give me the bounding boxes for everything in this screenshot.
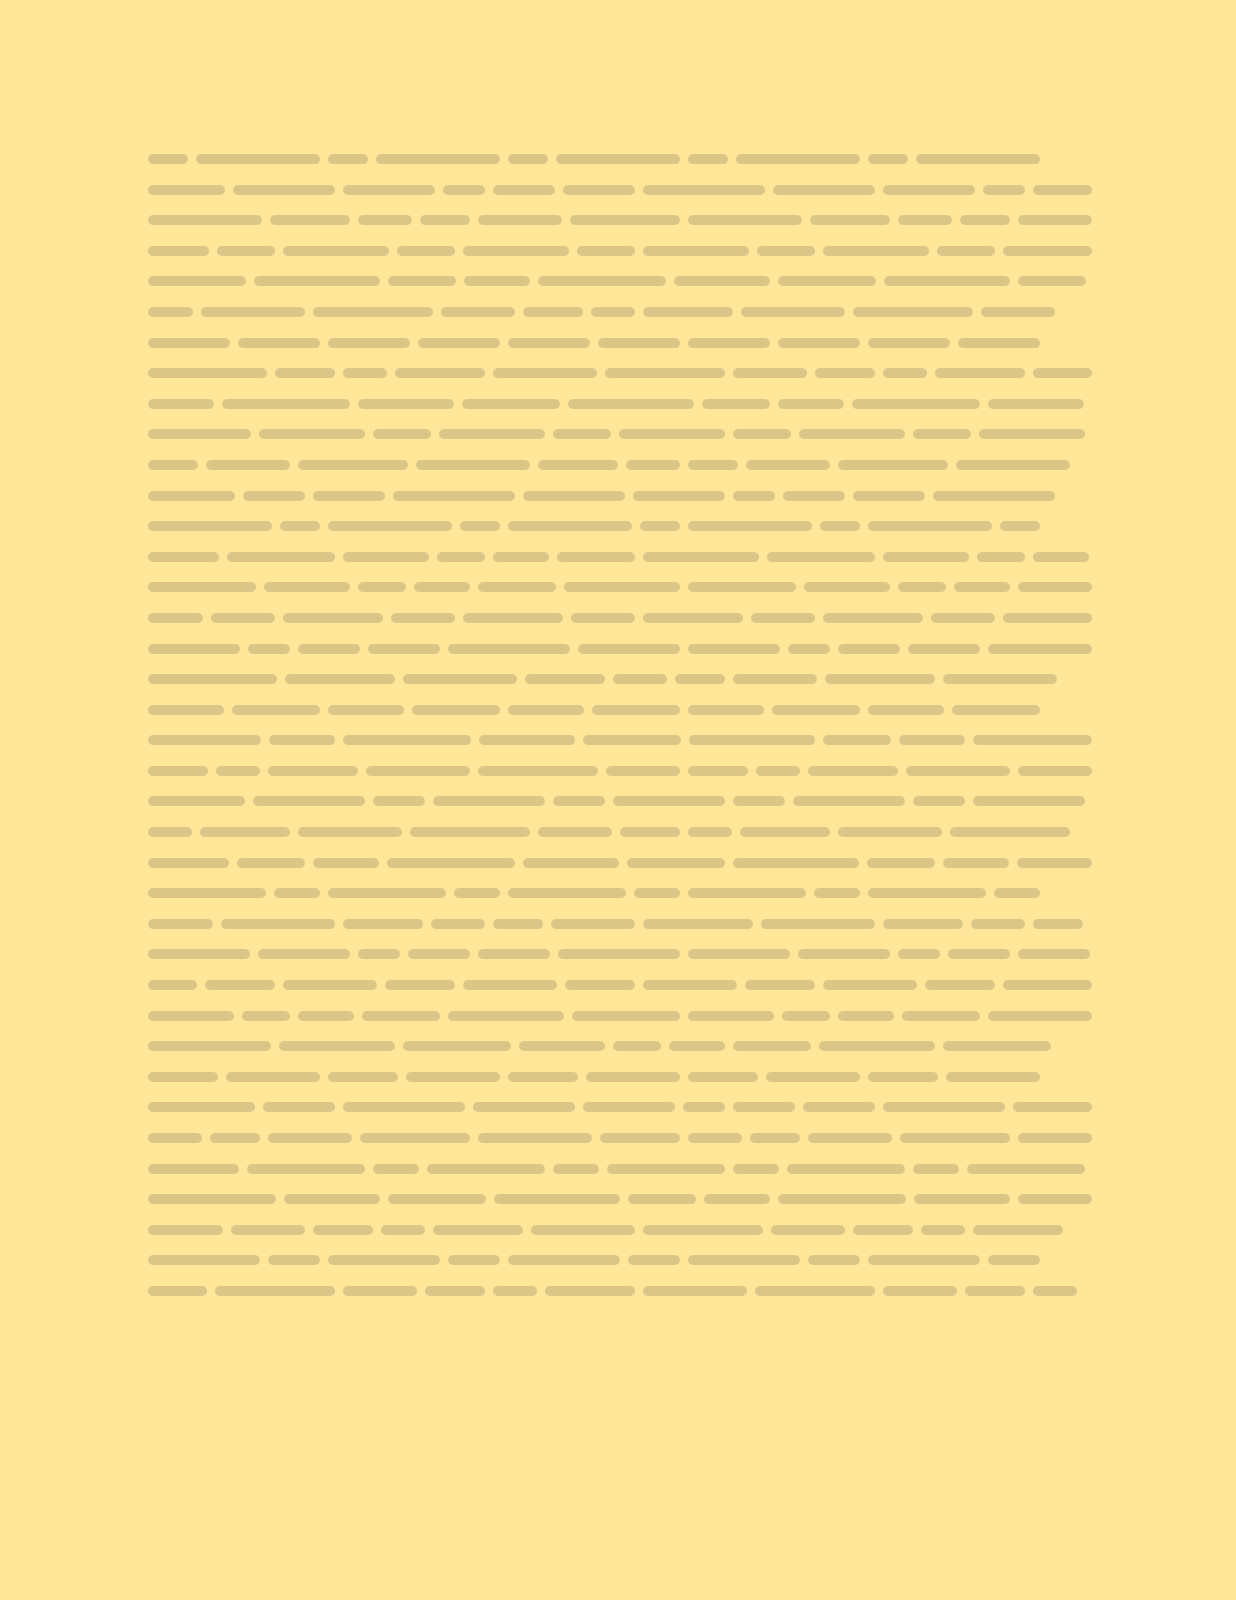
text-line (148, 572, 1092, 603)
text-line (148, 511, 1092, 542)
text-line (148, 236, 1092, 267)
text-line (148, 695, 1092, 726)
text-line (148, 1154, 1092, 1185)
text-line (148, 1276, 1092, 1307)
text-line (148, 786, 1092, 817)
text-line (148, 848, 1092, 879)
text-line (148, 1123, 1092, 1154)
text-line (148, 1215, 1092, 1246)
text-line (148, 1184, 1092, 1215)
text-line (148, 205, 1092, 236)
text-line (148, 1062, 1092, 1093)
text-line (148, 328, 1092, 359)
body-text (148, 144, 1092, 1307)
text-line (148, 389, 1092, 420)
text-line (148, 603, 1092, 634)
text-line (148, 970, 1092, 1001)
text-line (148, 725, 1092, 756)
text-line (148, 419, 1092, 450)
text-line (148, 144, 1092, 175)
text-line (148, 297, 1092, 328)
text-line (148, 358, 1092, 389)
text-line (148, 878, 1092, 909)
text-line (148, 481, 1092, 512)
text-line (148, 1001, 1092, 1032)
text-line (148, 664, 1092, 695)
text-line (148, 1245, 1092, 1276)
text-line (148, 266, 1092, 297)
text-line (148, 175, 1092, 206)
text-line (148, 542, 1092, 573)
text-line (148, 939, 1092, 970)
text-line (148, 817, 1092, 848)
text-line (148, 909, 1092, 940)
text-line (148, 1092, 1092, 1123)
text-line (148, 634, 1092, 665)
text-line (148, 450, 1092, 481)
text-line (148, 1031, 1092, 1062)
text-line (148, 756, 1092, 787)
